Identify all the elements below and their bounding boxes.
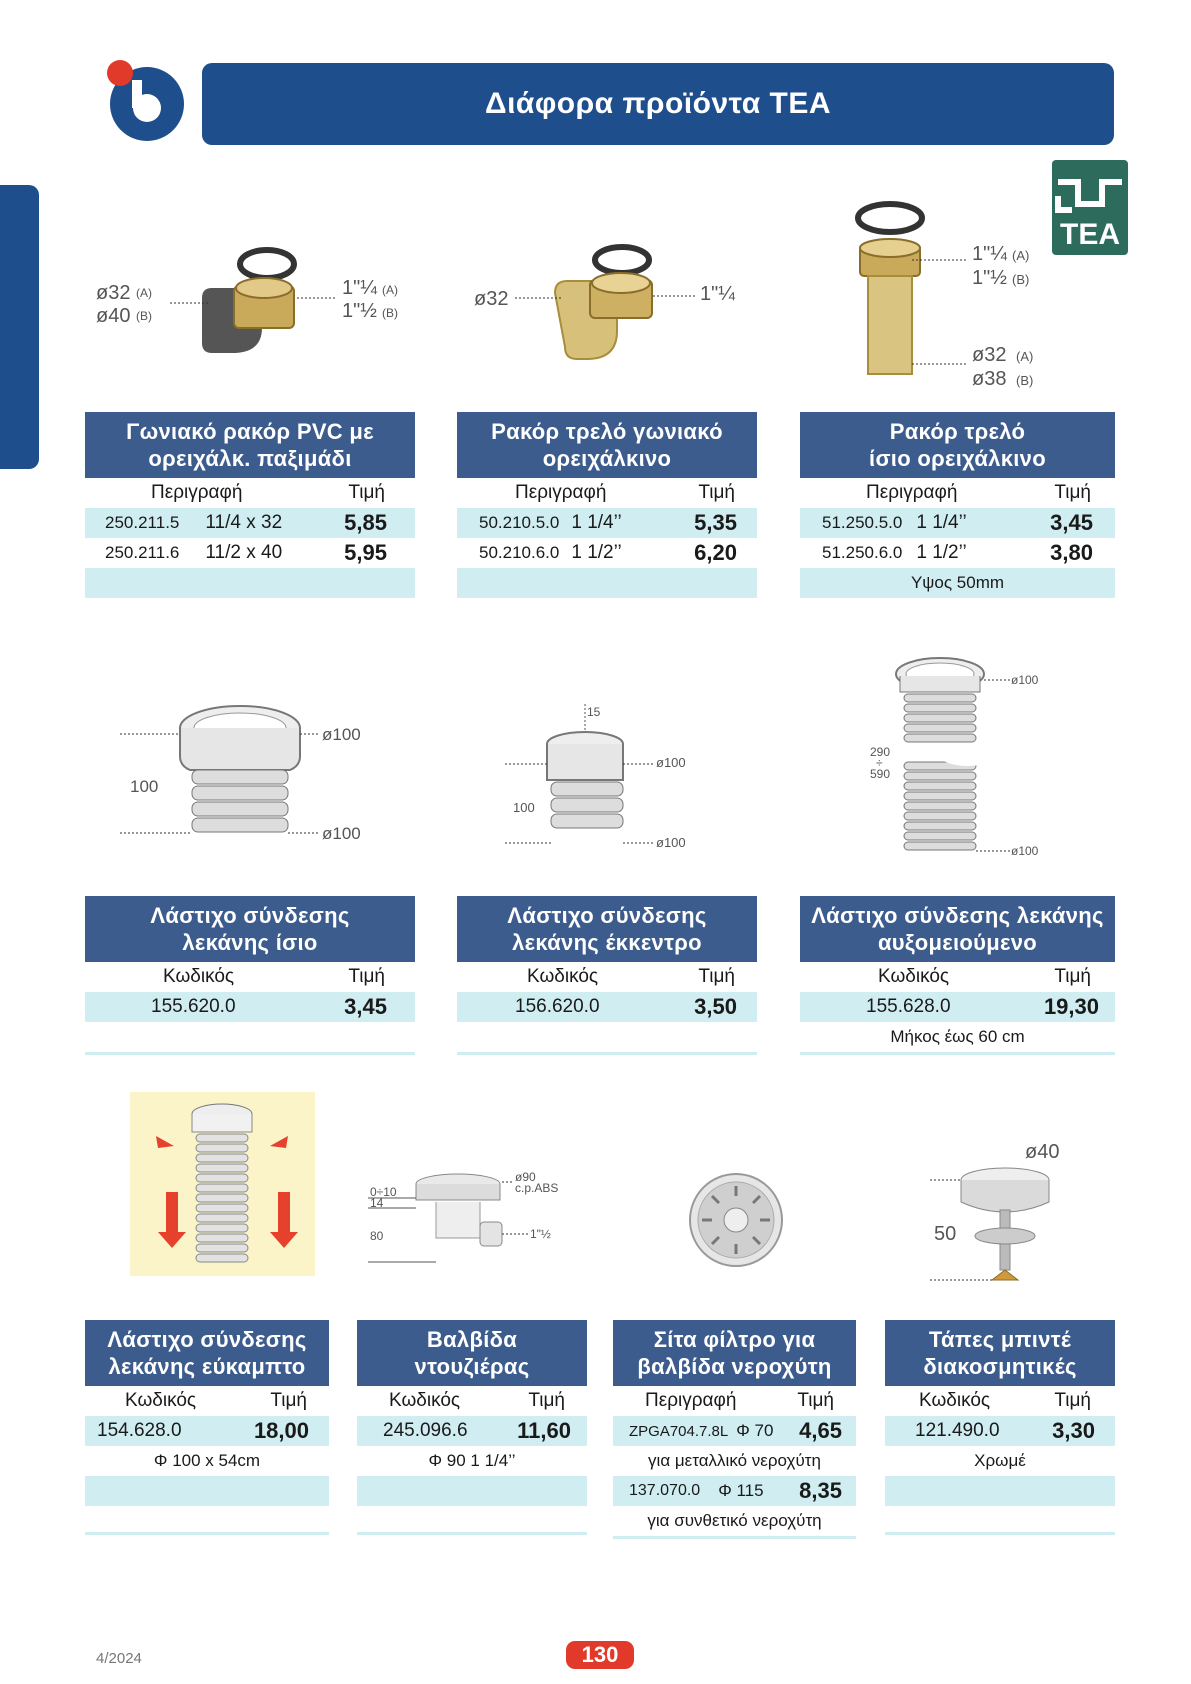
product-card [885,1320,1115,1535]
product-card [800,412,1115,598]
table-header: Κωδικός Τιμή [163,966,385,987]
product-card [800,896,1115,1055]
table-row: 154.628.0 18,00 [85,1416,329,1446]
card-title: Λάστιχο σύνδεσης λεκάνης αυξομειούμενο [800,896,1115,962]
card-title: Τάπες μπιντέ διακοσμητικές [885,1320,1115,1386]
company-logo [102,58,184,142]
angled-pvc-fitting-image [92,238,412,363]
card-note: για συνθετικό νεροχύτη [647,1511,822,1530]
table-row: 155.620.0 3,45 [85,992,415,1022]
header-bar [202,63,1114,145]
flexible-connector-image [130,1092,315,1276]
card-spacer [85,1476,329,1506]
table-header: Κωδικός Τιμή [527,966,735,987]
svg-text:ø32: ø32 [474,288,509,310]
sink-strainer-image [686,1170,786,1270]
tea-logo-text: ΤΕΑ [1060,218,1120,251]
card-note: Υψος 50mm [800,568,1115,598]
svg-text:ø100: ø100 [1011,844,1039,858]
svg-text:ø100: ø100 [322,824,361,843]
card-title: Βαλβίδα ντουζιέρας [357,1320,587,1386]
svg-text:(A): (A) [382,283,398,297]
svg-text:80: 80 [370,1229,384,1243]
card-divider [800,1052,1115,1055]
table-header: Περιγραφή Τιμή [515,482,735,503]
table-row: 51.250.5.0 1 1/4’’ 3,45 [800,508,1115,538]
svg-text:100: 100 [130,777,159,796]
eccentric-connector-image [505,700,705,870]
svg-text:590: 590 [870,767,891,781]
table-row: 156.620.0 3,50 [457,992,757,1022]
table-header: Περιγραφή Τιμή [866,482,1091,503]
card-note: Φ 100 x 54cm [153,1451,261,1470]
svg-text:(B): (B) [382,306,398,320]
card-divider [357,1532,587,1535]
brass-angled-fitting-image [470,238,750,363]
svg-text:ø32: ø32 [96,282,131,304]
table-row: 137.070.0 Φ 115 8,35 [613,1476,856,1506]
table-row: 50.210.5.0 1 1/4’’ 5,35 [457,508,757,538]
svg-text:ø100: ø100 [322,725,361,744]
table-row: ZPGA704.7.8L Φ 70 4,65 [613,1416,856,1446]
card-spacer [357,1476,587,1506]
side-tab [0,185,39,469]
card-note: Χρωμέ [974,1451,1026,1470]
product-card [85,896,415,1055]
svg-text:290: 290 [870,745,891,759]
svg-text:(A): (A) [1012,248,1030,263]
svg-text:100: 100 [513,800,535,815]
card-divider [457,1052,757,1055]
card-note: Μήκος έως 60 cm [890,1027,1025,1046]
card-note: Φ 90 1 1/4’’ [428,1451,516,1470]
svg-text:1"½: 1"½ [342,300,377,322]
table-header: Κωδικός Τιμή [125,1390,307,1411]
table-header: Κωδικός Τιμή [389,1390,565,1411]
svg-text:ø100: ø100 [656,835,686,850]
straight-brass-fitting-image [830,198,1090,398]
page-title: Διάφορα προϊόντα ΤΕΑ [485,87,831,120]
svg-text:1"½: 1"½ [530,1227,551,1241]
svg-text:15: 15 [587,705,601,719]
product-card [613,1320,856,1539]
svg-text:1"¼: 1"¼ [342,277,377,299]
straight-connector-image [120,700,380,860]
card-note [457,1022,757,1052]
product-card [85,412,415,598]
table-header: Κωδικός Τιμή [878,966,1091,987]
product-card [85,1320,329,1535]
shower-valve-image [368,1170,578,1280]
card-title: Γωνιακό ρακόρ PVC με ορειχάλκ. παξιμάδι [85,412,415,478]
card-title: Λάστιχο σύνδεσης λεκάνης ίσιο [85,896,415,962]
footer-date: 4/2024 [96,1650,142,1667]
product-card [357,1320,587,1535]
svg-text:1"¼: 1"¼ [700,283,735,305]
table-header: Περιγραφή Τιμή [645,1390,834,1411]
card-note [457,568,757,598]
svg-text:ø40: ø40 [96,305,131,327]
card-spacer [885,1476,1115,1506]
table-row: 121.490.0 3,30 [885,1416,1115,1446]
table-header: Περιγραφή Τιμή [151,482,385,503]
svg-text:(B): (B) [1016,373,1034,388]
card-note [85,568,415,598]
svg-text:1"½: 1"½ [972,267,1007,289]
svg-text:0÷10: 0÷10 [370,1185,397,1199]
svg-text:14: 14 [370,1196,384,1210]
bidet-cap-image [930,1140,1110,1300]
product-card [457,896,757,1055]
page-number: 130 [566,1641,634,1669]
extendable-connector-image [870,652,1070,872]
card-title: Λάστιχο σύνδεσης λεκάνης εύκαμπτο [85,1320,329,1386]
svg-text:÷: ÷ [876,756,883,770]
card-title: Σίτα φίλτρο για βαλβίδα νεροχύτη [613,1320,856,1386]
table-row: 50.210.6.0 1 1/2’’ 6,20 [479,540,737,565]
card-divider [885,1532,1115,1535]
svg-text:ø32: ø32 [972,344,1007,366]
svg-text:(B): (B) [1012,272,1030,287]
svg-text:ø100: ø100 [656,755,686,770]
svg-text:(B): (B) [136,309,152,323]
card-divider [85,1532,329,1535]
svg-text:(A): (A) [1016,349,1034,364]
table-row: 51.250.6.0 1 1/2’’ 3,80 [822,540,1093,565]
svg-text:50: 50 [934,1223,957,1245]
card-note [85,1022,415,1052]
svg-text:(A): (A) [136,286,152,300]
table-row: 245.096.6 11,60 [357,1416,587,1446]
svg-text:ø90: ø90 [515,1170,536,1184]
svg-text:ø40: ø40 [1025,1141,1060,1163]
svg-text:ø38: ø38 [972,368,1007,390]
svg-text:c.p.ABS: c.p.ABS [515,1181,559,1195]
card-title: Ρακόρ τρελό ίσιο ορειχάλκινο [800,412,1115,478]
table-header: Κωδικός Τιμή [919,1390,1091,1411]
card-title: Ρακόρ τρελό γωνιακό ορειχάλκινο [457,412,757,478]
svg-text:1"¼: 1"¼ [972,243,1007,265]
table-row: 155.628.0 19,30 [800,992,1115,1022]
card-divider [85,1052,415,1055]
card-divider [613,1536,856,1539]
table-row: 250.211.6 11/2 x 40 5,95 [105,540,387,565]
table-row: 250.211.5 11/4 x 32 5,85 [85,508,415,538]
card-title: Λάστιχο σύνδεσης λεκάνης έκκεντρο [457,896,757,962]
card-note: για μεταλλικό νεροχύτη [648,1451,821,1470]
product-card [457,412,757,598]
svg-text:ø100: ø100 [1011,673,1039,687]
